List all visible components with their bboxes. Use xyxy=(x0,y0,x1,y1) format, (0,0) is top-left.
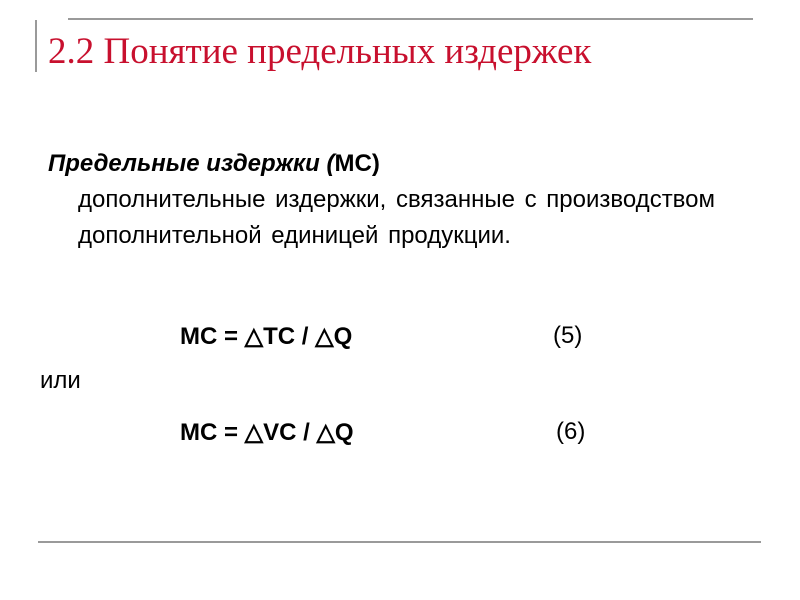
connector-word: или xyxy=(40,367,81,394)
formula-number-6: (6) xyxy=(556,418,586,445)
formula-5: MC = △TC / △Q xyxy=(180,323,353,350)
definition-abbr: MC) xyxy=(334,150,380,177)
definition-term: Предельные издержки ( xyxy=(48,150,335,177)
definition-heading xyxy=(48,146,748,182)
top-rule xyxy=(68,18,753,20)
definition-block xyxy=(48,146,748,254)
formula-row-6 xyxy=(0,418,800,448)
slide-title: 2.2 Понятие предельных издержек xyxy=(48,31,592,72)
formula-6: MC = △VC / △Q xyxy=(180,419,354,446)
formula-number-5: (5) xyxy=(553,322,583,349)
definition-description: дополнительные издержки, связанные с производством дополнительной единицей продукции. xyxy=(78,186,716,249)
formula-row-5 xyxy=(0,322,800,352)
left-rule xyxy=(35,20,37,72)
bottom-rule xyxy=(38,541,761,543)
